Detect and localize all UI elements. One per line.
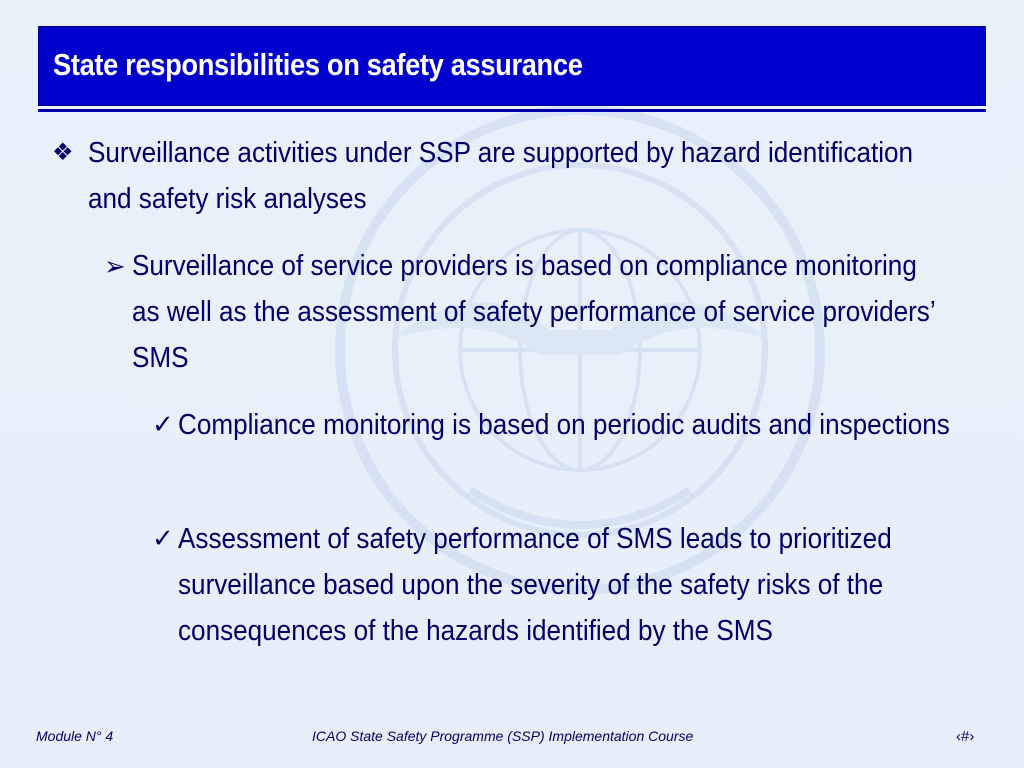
diamond-bullet-icon: ❖ bbox=[52, 139, 74, 166]
bullet-text: Compliance monitoring is based on periodic audits and inspections bbox=[178, 409, 950, 441]
bullet-level-1 bbox=[88, 130, 1008, 222]
bullet-level-3 bbox=[178, 516, 1024, 654]
title-underline bbox=[38, 109, 986, 112]
checkmark-bullet-icon: ✓ bbox=[152, 409, 174, 439]
bullet-text: Assessment of safety performance of SMS leads to prioritized surveillance based upon the severity of the safety risks of the consequences of the hazards identified by the SMS bbox=[178, 523, 892, 647]
footer-course: ICAO State Safety Programme (SSP) Implementation Course bbox=[312, 728, 694, 744]
bullet-text: Surveillance activities under SSP are supported by hazard identification and safety risk analyses bbox=[88, 137, 914, 215]
bullet-level-2 bbox=[132, 243, 1024, 381]
title-bar bbox=[38, 26, 986, 106]
checkmark-bullet-icon: ✓ bbox=[152, 523, 174, 553]
bullet-text: Surveillance of service providers is based on compliance monitoring as well as the assessment of safety performance of service providers’ SMS bbox=[132, 250, 935, 374]
slide-title: State responsibilities on safety assurance bbox=[53, 47, 583, 82]
bullet-level-3 bbox=[178, 402, 1024, 448]
arrow-bullet-icon: ➢ bbox=[104, 251, 126, 281]
footer-module: Module N° 4 bbox=[36, 728, 114, 744]
footer-page-number: ‹#› bbox=[956, 728, 975, 745]
